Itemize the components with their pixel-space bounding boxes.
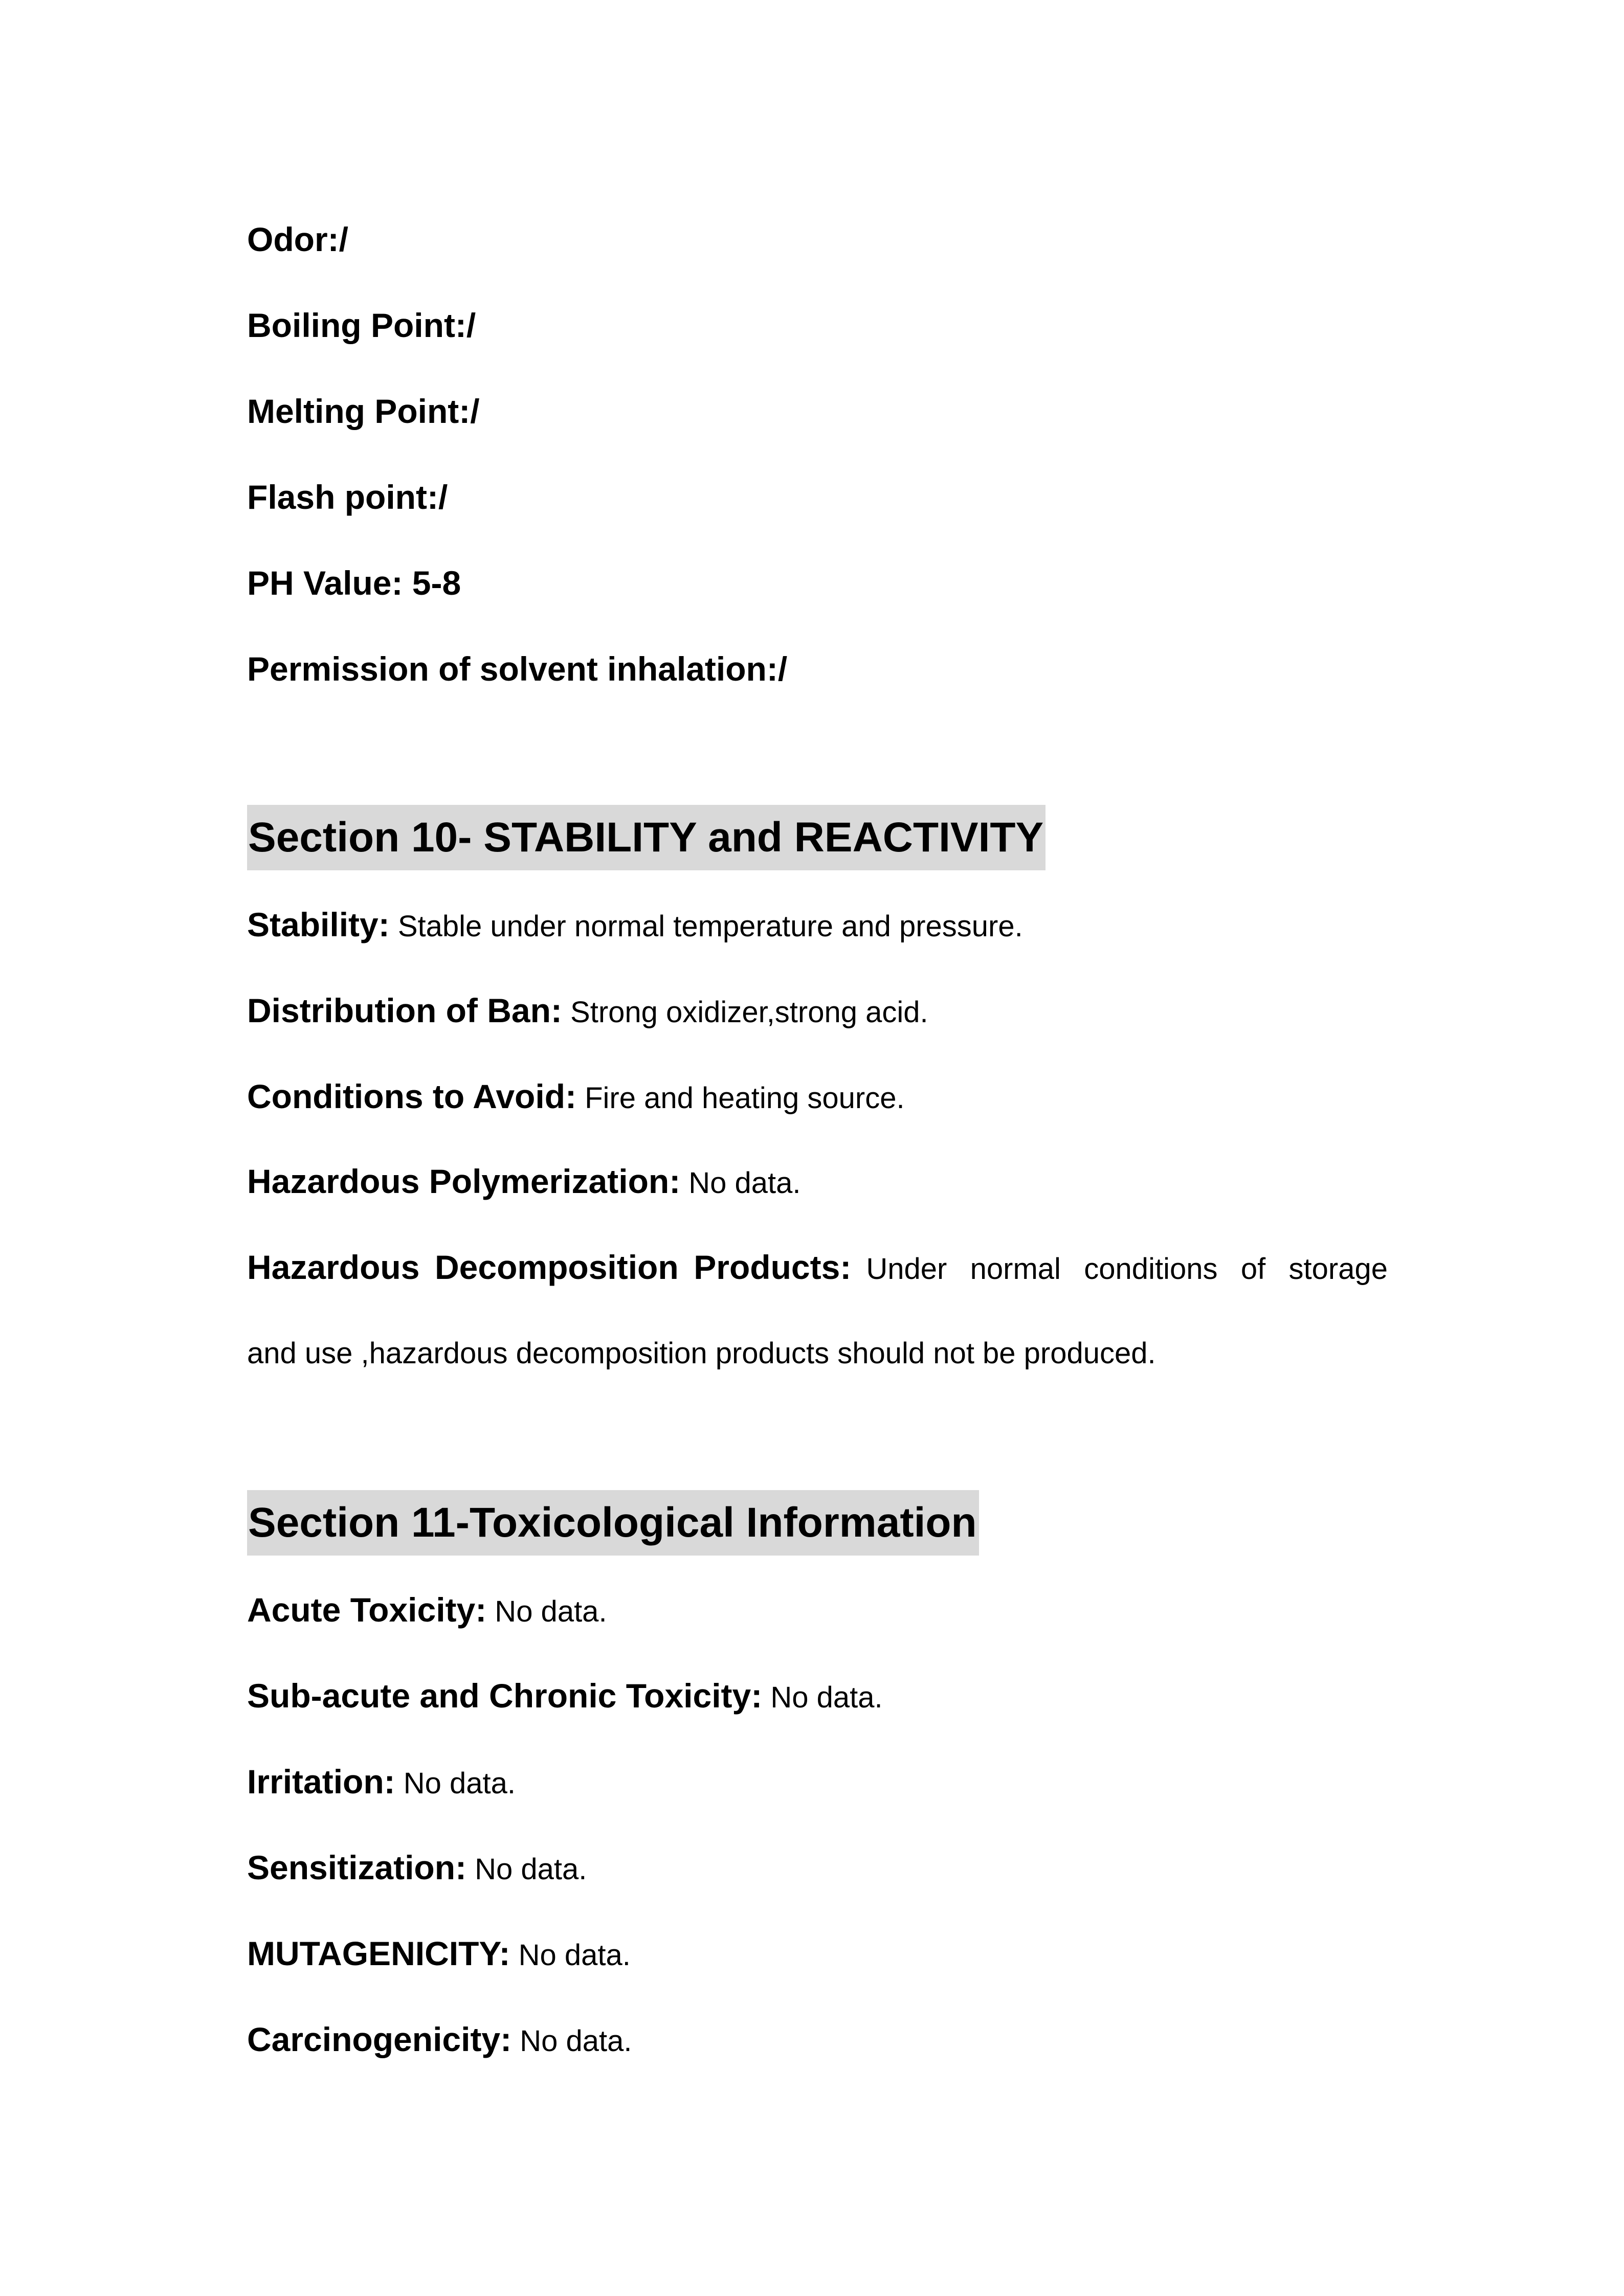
- property-solvent-inhalation: Permission of solvent inhalation:/: [247, 650, 788, 688]
- mutagenicity-row: [247, 1933, 631, 1976]
- sensitization-row: [247, 1847, 587, 1890]
- section-11-heading: Section 11-Toxicological Information: [247, 1490, 979, 1556]
- irritation-value: No data.: [395, 1767, 516, 1800]
- stability-label: Stability:: [247, 906, 390, 943]
- mutagenicity-label: MUTAGENICITY:: [247, 1934, 510, 1972]
- property-ph-value: PH Value: 5-8: [247, 564, 461, 602]
- acute-toxicity-label: Acute Toxicity:: [247, 1591, 487, 1629]
- hazardous-decomposition-value-line2: and use ,hazardous decomposition products should not be produced.: [247, 1337, 1156, 1370]
- acute-toxicity-row: [247, 1589, 607, 1632]
- hazardous-decomposition-row: [247, 1247, 1388, 1290]
- hazardous-decomposition-continuation: [247, 1332, 1156, 1374]
- section-10-heading: Section 10- STABILITY and REACTIVITY: [247, 805, 1045, 870]
- conditions-to-avoid-value: Fire and heating source.: [576, 1082, 905, 1115]
- property-boiling-point: Boiling Point:/: [247, 306, 476, 344]
- mutagenicity-value: No data.: [510, 1939, 631, 1972]
- chronic-toxicity-label: Sub-acute and Chronic Toxicity:: [247, 1677, 763, 1715]
- property-flash-point: Flash point:/: [247, 478, 448, 516]
- property-melting-point: Melting Point:/: [247, 392, 480, 430]
- stability-row: [247, 904, 1023, 947]
- hazardous-decomposition-value-line1: Under normal conditions of storage: [866, 1252, 1388, 1286]
- carcinogenicity-row: [247, 2019, 632, 2062]
- irritation-row: [247, 1761, 516, 1804]
- conditions-to-avoid-label: Conditions to Avoid:: [247, 1077, 576, 1115]
- chronic-toxicity-row: [247, 1675, 883, 1718]
- distribution-of-ban-label: Distribution of Ban:: [247, 992, 562, 1029]
- hazardous-decomposition-label: Hazardous Decomposition Products:: [247, 1248, 852, 1286]
- carcinogenicity-label: Carcinogenicity:: [247, 2020, 512, 2058]
- property-odor: Odor:/: [247, 220, 348, 258]
- chronic-toxicity-value: No data.: [762, 1681, 883, 1714]
- hazardous-polymerization-label: Hazardous Polymerization:: [247, 1162, 681, 1200]
- stability-value: Stable under normal temperature and pressure.: [389, 910, 1023, 943]
- acute-toxicity-value: No data.: [486, 1595, 607, 1628]
- carcinogenicity-value: No data.: [511, 2024, 632, 2058]
- sensitization-label: Sensitization:: [247, 1849, 467, 1886]
- hazardous-polymerization-value: No data.: [680, 1166, 801, 1200]
- sensitization-value: No data.: [466, 1853, 587, 1886]
- distribution-of-ban-row: [247, 990, 928, 1033]
- hazardous-polymerization-row: [247, 1161, 801, 1204]
- distribution-of-ban-value: Strong oxidizer,strong acid.: [562, 996, 928, 1029]
- conditions-to-avoid-row: [247, 1076, 905, 1119]
- irritation-label: Irritation:: [247, 1763, 395, 1800]
